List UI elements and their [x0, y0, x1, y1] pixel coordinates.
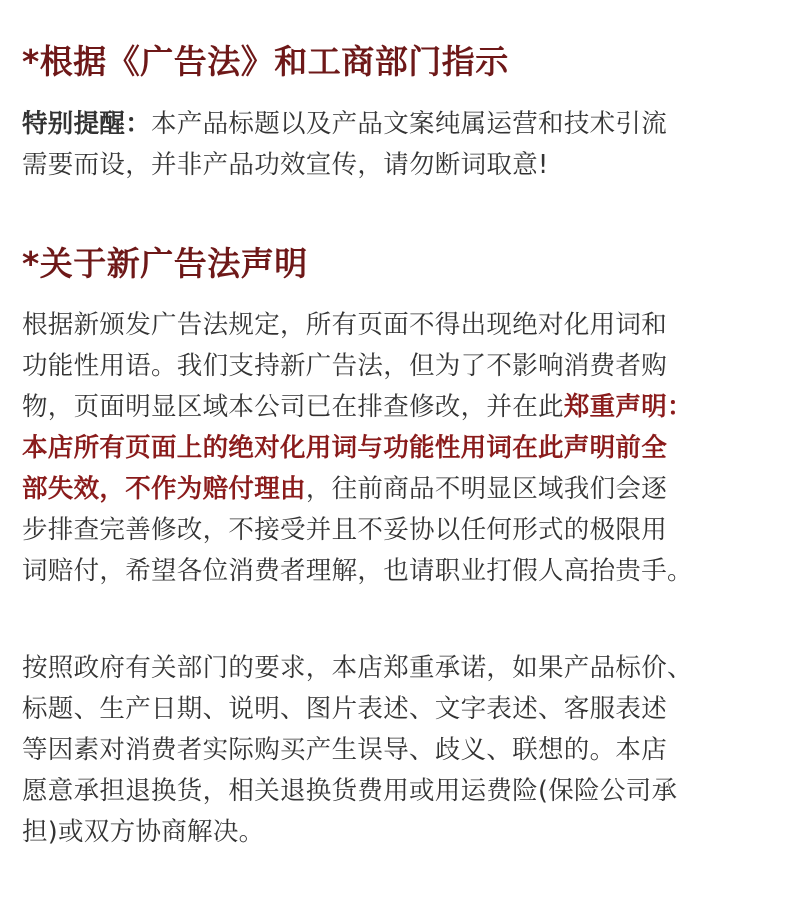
statement-line-1: 根据新颁发广告法规定，所有页面不得出现绝对化用词和 — [22, 310, 668, 340]
commitment-line-1: 按照政府有关部门的要求，本店郑重承诺，如果产品标价、 — [22, 653, 693, 683]
statement-text-3: 物，页面明显区域本公司已在排查修改，并在此 — [22, 392, 564, 422]
commitment-line-4: 愿意承担退换货，相关退换货费用或用运费险(保险公司承 — [22, 776, 678, 806]
reminder-label: 特别提醒： — [22, 109, 152, 139]
statement-line-3 — [22, 387, 774, 428]
ad-law-heading: *根据《广告法》和工商部门指示 — [22, 42, 509, 81]
reminder-line-2: 需要而设，并非产品功效宣传，请勿断词取意! — [22, 150, 549, 180]
statement-line-5 — [22, 469, 774, 510]
commitment-line-5: 担)或双方协商解决。 — [22, 817, 265, 847]
invalid-declaration-text: 部失效，不作为赔付理由 — [22, 474, 306, 504]
statement-text-5: ，往前商品不明显区域我们会逐 — [305, 474, 668, 504]
commitment-paragraph — [22, 648, 774, 853]
commitment-line-2: 标题、生产日期、说明、图片表述、文字表述、客服表述 — [22, 694, 668, 724]
commitment-line-3: 等因素对消费者实际购买产生误导、歧义、联想的。本店 — [22, 735, 668, 765]
reminder-text-1: 本产品标题以及产品文案纯属运营和技术引流 — [151, 109, 668, 139]
statement-line-2: 功能性用语。我们支持新广告法，但为了不影响消费者购 — [22, 351, 668, 381]
statement-line-6: 步排查完善修改，不接受并且不妥协以任何形式的极限用 — [22, 515, 668, 545]
reminder-line-1 — [22, 104, 774, 145]
new-ad-law-statement-heading: *关于新广告法声明 — [22, 244, 308, 283]
solemn-declaration-label: 郑重声明： — [563, 392, 693, 422]
statement-paragraph — [22, 305, 774, 592]
statement-line-7: 词赔付，希望各位消费者理解，也请职业打假人高抬贵手。 — [22, 556, 693, 586]
special-reminder-paragraph — [22, 104, 774, 186]
statement-line-4: 本店所有页面上的绝对化用词与功能性用词在此声明前全 — [22, 433, 668, 463]
